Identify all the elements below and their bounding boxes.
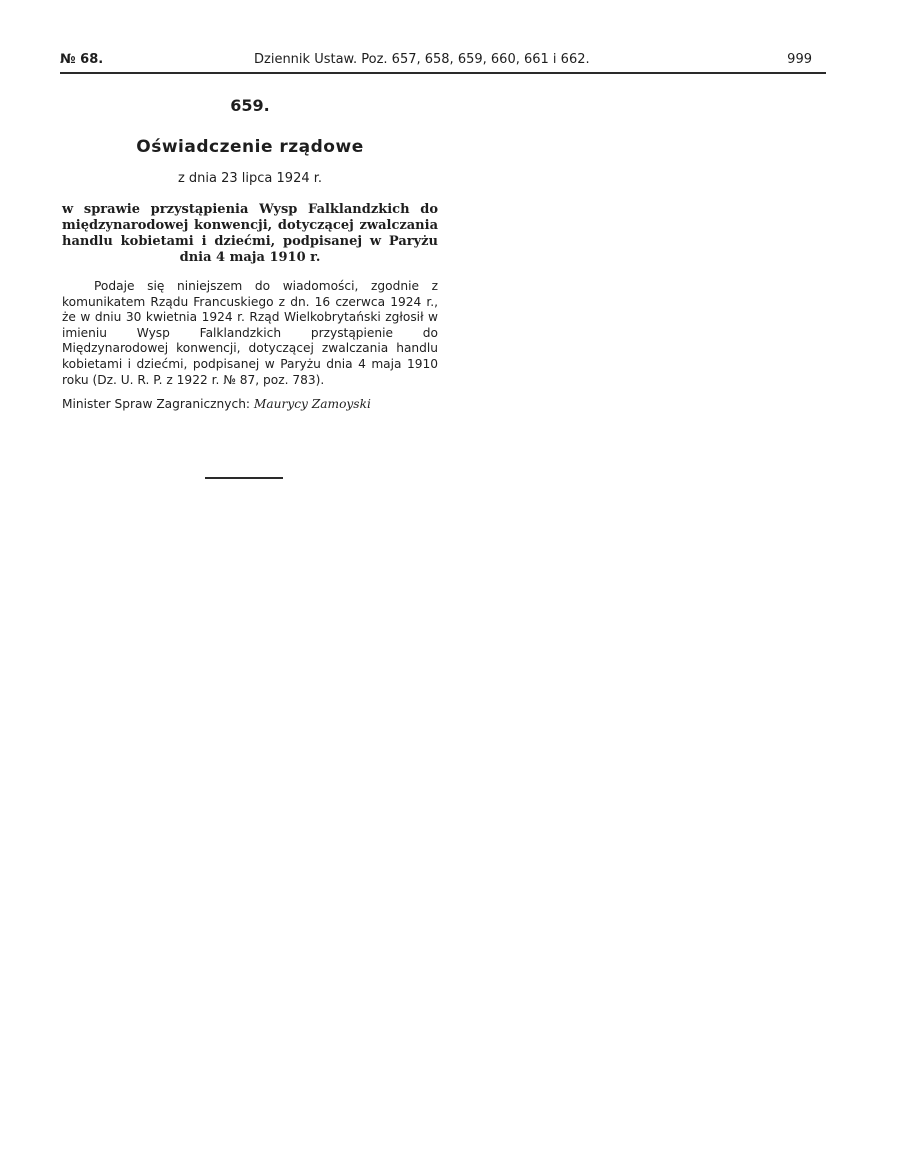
signature-line <box>62 396 438 412</box>
act-position-number: 659. <box>230 96 270 115</box>
act-title: Oświadczenie rządowe <box>136 137 364 157</box>
act-subject: w sprawie przystąpienia Wysp Falklandzkich do międzynarodowej konwencji, dotyczącej zwalczania handlu kobietami i dziećmi, podpisanej w Paryżu dnia 4 maja 1910 r. <box>62 202 438 265</box>
page-number: 999 <box>787 52 812 67</box>
act-date: z dnia 23 lipca 1924 r. <box>177 171 323 186</box>
header-rule <box>60 72 826 74</box>
end-rule <box>205 477 283 479</box>
signer-name: Maurycy Zamoyski <box>253 397 371 412</box>
page-header <box>60 52 812 70</box>
running-title: Dziennik Ustaw. Poz. 657, 658, 659, 660, 661 i 662. <box>254 52 590 67</box>
signature-role: Minister Spraw Zagranicznych: <box>62 397 251 412</box>
act-body: Podaje się niniejszem do wiadomości, zgodnie z komunikatem Rządu Francuskiego z dn. 16 czerwca 1924 r., że w dniu 30 kwietnia 1924 r. Rząd Wielkobrytański zgłosił w imieniu Wysp Falklandzkich przystąpienie do Międzynarodowej konwencji, dotyczącej zwalczania handlu kobietami i dziećmi, podpisanej w Paryżu dnia 4 maja 1910 roku (Dz. U. R. P. z 1922 r. № 87, poz. 783). <box>62 279 438 387</box>
issue-number: № 68. <box>60 52 104 67</box>
act-column <box>62 96 438 412</box>
